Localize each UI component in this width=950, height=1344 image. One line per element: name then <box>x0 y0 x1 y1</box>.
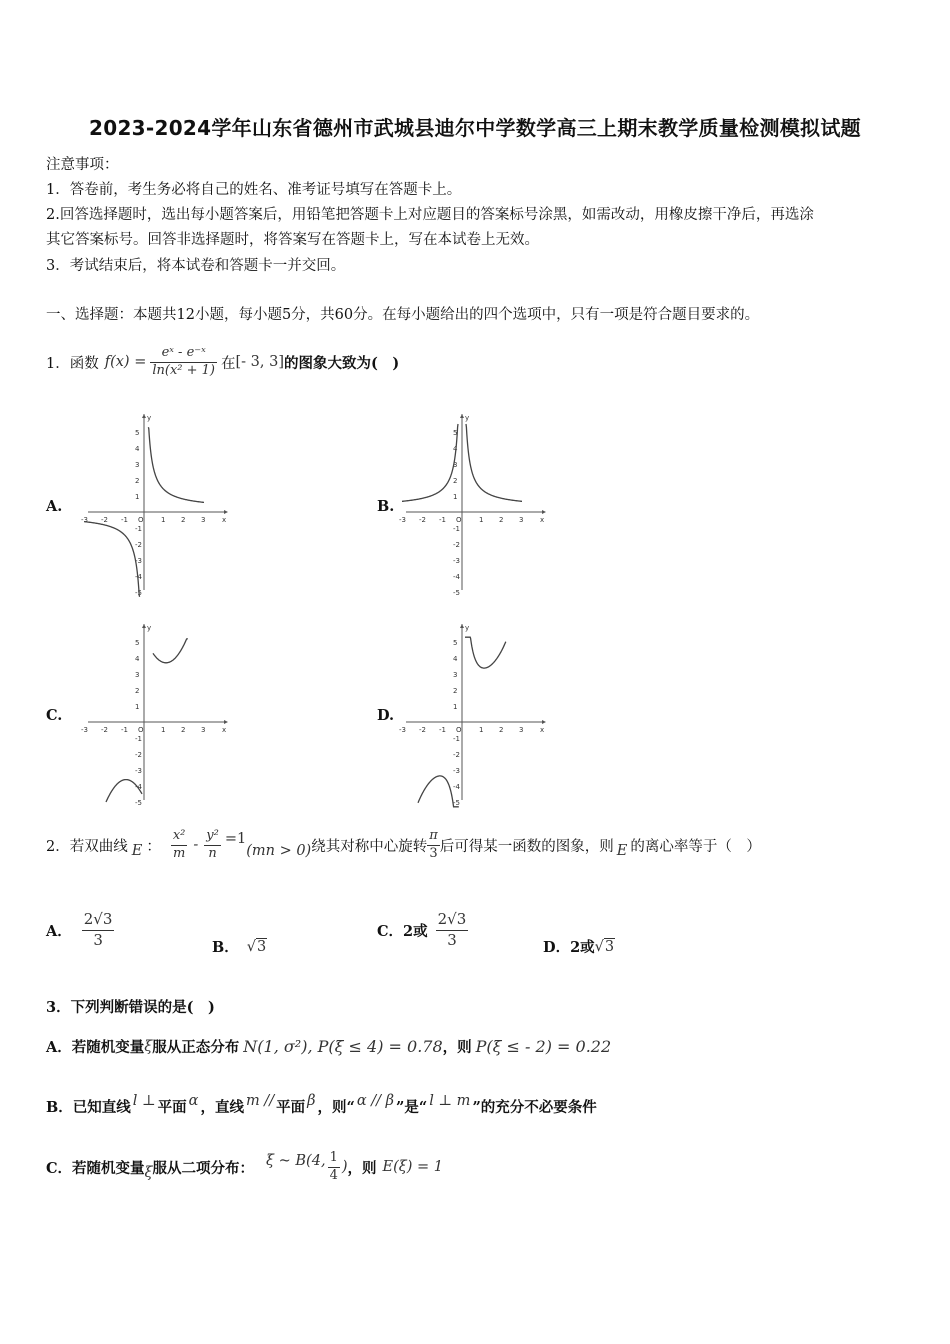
y-tick-label: 1 <box>135 703 140 711</box>
q3-b-m5: α // β <box>356 1092 394 1109</box>
q2-option-d <box>543 936 615 957</box>
q3-c-text3: ，则 <box>347 1159 377 1177</box>
x-tick-label: 2 <box>181 726 186 734</box>
x-tick-label: 1 <box>479 726 484 734</box>
y-tick-label: 4 <box>453 445 458 453</box>
q2-pi-fraction <box>427 828 440 863</box>
q3-option-a <box>46 1036 611 1057</box>
q3-b-text7: ”的充分不必要条件 <box>472 1099 597 1116</box>
q2-e: E <box>131 843 143 860</box>
y-tick-label: -5 <box>135 799 142 807</box>
q2-colon: ： <box>146 838 161 855</box>
q2-fraction-y <box>204 828 221 863</box>
q2-f1-den: m <box>172 845 186 861</box>
x-tick-label: O <box>456 516 462 524</box>
q1-option-c-label: C. <box>46 707 63 724</box>
x-tick-label: -3 <box>81 516 88 524</box>
x-arrow <box>542 720 546 724</box>
y-tick-label: -2 <box>135 751 142 759</box>
q3-a-text1: 若随机变量 <box>71 1039 145 1056</box>
y-tick-label: -1 <box>135 525 142 533</box>
curve-left <box>84 522 140 597</box>
y-arrow <box>142 624 146 628</box>
q1-fx: f(x) = <box>104 354 147 371</box>
x-tick-label: -1 <box>121 726 128 734</box>
q3-a-text3: ，则 <box>442 1039 472 1056</box>
x-axis-label: x <box>222 726 227 734</box>
graph-c <box>81 622 234 807</box>
q3-b-text4: 平面 <box>276 1099 306 1116</box>
x-tick-label: -2 <box>419 516 426 524</box>
x-tick-label: O <box>138 726 144 734</box>
q3-b-m3: m // <box>245 1092 275 1109</box>
q1-numerator: eˣ - e⁻ˣ <box>150 345 217 363</box>
q3-b-m4: β <box>307 1092 316 1109</box>
x-tick-label: -2 <box>101 726 108 734</box>
x-axis-label: x <box>540 516 545 524</box>
y-tick-label: -4 <box>453 783 460 791</box>
q3-b-label: B． <box>46 1099 73 1116</box>
x-tick-label: 1 <box>161 726 166 734</box>
y-tick-label: 2 <box>453 477 458 485</box>
x-tick-label: -3 <box>399 726 406 734</box>
q3-c-m2: E(ξ) = 1 <box>382 1159 443 1176</box>
x-axis-label: x <box>540 726 545 734</box>
q2-option-a-value <box>82 910 115 950</box>
curve-right <box>148 427 204 502</box>
q2-pi-den: 3 <box>429 845 438 861</box>
x-tick-label: 3 <box>201 516 206 524</box>
q1-denominator: ln(x² + 1) <box>152 362 216 378</box>
q2-c-num: 2√3 <box>436 910 469 931</box>
y-arrow <box>142 414 146 418</box>
q3-b-text2: 平面 <box>157 1099 187 1116</box>
y-arrow <box>460 414 464 418</box>
q3-option-b <box>46 1092 597 1117</box>
q2-option-d-label: D． <box>543 939 571 956</box>
q3-c-label: C． <box>46 1159 73 1177</box>
y-arrow <box>460 624 464 628</box>
q2-option-a-label: A． <box>46 922 72 940</box>
y-tick-label: -5 <box>135 589 142 597</box>
x-arrow <box>542 510 546 514</box>
q2-a-den: 3 <box>93 930 103 949</box>
x-tick-label: O <box>138 516 144 524</box>
q3-a-xi: ξ <box>144 1038 153 1055</box>
q1-option-d-label: D. <box>377 707 395 724</box>
x-tick-label: -2 <box>101 516 108 524</box>
q2-pi-num: π <box>427 828 440 846</box>
y-tick-label: -1 <box>135 735 142 743</box>
q3-c-fden: 4 <box>329 1167 338 1183</box>
y-tick-label: -3 <box>453 767 460 775</box>
y-tick-label: 3 <box>453 671 458 679</box>
q1-prefix: 1．函数 <box>46 355 99 372</box>
q2-c-den: 3 <box>447 930 457 949</box>
q2-option-c <box>377 910 468 950</box>
q3-c-xi: ξ <box>144 1165 153 1182</box>
q3-option-c <box>46 1150 443 1185</box>
x-tick-label: 1 <box>161 516 166 524</box>
y-tick-label: -3 <box>453 557 460 565</box>
curve-left <box>402 424 458 501</box>
x-tick-label: 3 <box>201 726 206 734</box>
y-tick-label: 3 <box>135 461 140 469</box>
x-arrow <box>224 720 228 724</box>
graph-b <box>399 412 552 597</box>
y-tick-label: -1 <box>453 525 460 533</box>
curve-right <box>466 424 522 501</box>
y-tick-label: 2 <box>135 477 140 485</box>
x-tick-label: -1 <box>439 516 446 524</box>
q2-option-c-label: C． <box>377 922 404 940</box>
y-tick-label: -5 <box>453 799 460 807</box>
notice-item-3: 3．考试结束后，将本试卷和答题卡一并交回。 <box>46 258 346 274</box>
q2-fraction-x <box>171 828 188 863</box>
q3-b-m2: α <box>188 1092 199 1109</box>
q1-option-b-label: B. <box>377 498 395 515</box>
y-tick-label: 1 <box>453 703 458 711</box>
q2-option-b-value: √3 <box>246 938 267 955</box>
page-title: 2023-2024学年山东省德州市武城县迪尔中学数学高三上期末教学质量检测模拟试题 <box>89 116 861 140</box>
y-tick-label: -4 <box>135 573 142 581</box>
q2-f1-num: x² <box>171 828 188 846</box>
question-2 <box>46 828 761 863</box>
y-tick-label: -3 <box>135 557 142 565</box>
notice-heading: 注意事项： <box>46 157 119 173</box>
y-tick-label: 5 <box>135 429 140 437</box>
x-tick-label: O <box>456 726 462 734</box>
y-axis-label: y <box>147 624 152 632</box>
q1-interval: [- 3, 3] <box>235 354 285 371</box>
x-tick-label: 2 <box>499 516 504 524</box>
y-tick-label: -4 <box>135 783 142 791</box>
q3-b-m6: l ⊥ m <box>429 1092 471 1109</box>
q3-c-text2: 服从二项分布： <box>152 1159 255 1177</box>
q3-a-math: N(1, σ²), P(ξ ≤ 4) = 0.78 <box>243 1037 443 1056</box>
y-tick-label: -1 <box>453 735 460 743</box>
q2-suffix: 的离心率等于（ ） <box>630 838 761 855</box>
q2-option-b <box>212 936 267 957</box>
q2-option-d-value: √3 <box>594 938 615 955</box>
x-tick-label: -3 <box>81 726 88 734</box>
y-tick-label: 4 <box>453 655 458 663</box>
q2-option-a <box>46 910 114 950</box>
x-tick-label: -1 <box>439 726 446 734</box>
y-axis-label: y <box>147 414 152 422</box>
y-tick-label: 3 <box>135 671 140 679</box>
q2-e-2: E <box>616 843 628 860</box>
y-tick-label: -3 <box>135 767 142 775</box>
q2-d-rad: 3 <box>604 938 615 955</box>
y-tick-label: 2 <box>453 687 458 695</box>
q2-mid: 绕其对称中心旋转 <box>311 838 428 855</box>
q3-c-text1: 若随机变量 <box>72 1159 145 1177</box>
x-tick-label: -1 <box>121 516 128 524</box>
x-tick-label: 1 <box>479 516 484 524</box>
notice-item-2a: 2.回答选择题时，选出每小题答案后，用铅笔把答题卡上对应题目的答案标号涂黑，如需改动，用橡皮擦干净后，再选涂 <box>46 207 814 223</box>
graph-d <box>399 622 552 807</box>
q2-mid2: 后可得某一函数的图象，则 <box>439 838 614 855</box>
q3-c-m1-end: ) <box>341 1159 348 1176</box>
q3-c-fraction <box>328 1150 340 1185</box>
curve-left <box>418 776 459 807</box>
notice-item-1: 1．答卷前，考生务必将自己的姓名、准考证号填写在答题卡上。 <box>46 182 462 198</box>
x-tick-label: 3 <box>519 516 524 524</box>
y-tick-label: 3 <box>453 461 458 469</box>
q2-c-text: 2或 <box>403 922 428 940</box>
y-tick-label: 4 <box>135 445 140 453</box>
y-tick-label: 1 <box>135 493 140 501</box>
x-tick-label: 2 <box>181 516 186 524</box>
q2-d-text: 2或 <box>570 939 595 956</box>
q1-suffix: 的图象大致为( ) <box>284 354 400 372</box>
q3-a-text2: 服从正态分布 <box>152 1039 240 1056</box>
q3-b-text6: ”是“ <box>396 1099 428 1116</box>
question-3: 3．下列判断错误的是( ) <box>46 999 215 1016</box>
q2-f2-num: y² <box>204 828 221 846</box>
x-tick-label: 2 <box>499 726 504 734</box>
x-tick-label: -3 <box>399 516 406 524</box>
q2-a-num: 2√3 <box>82 910 115 931</box>
graph-a <box>81 412 234 597</box>
y-tick-label: 5 <box>453 429 458 437</box>
q3-b-text1: 已知直线 <box>72 1099 131 1116</box>
x-axis-label: x <box>222 516 227 524</box>
y-tick-label: 5 <box>135 639 140 647</box>
q2-prefix: 2．若双曲线 <box>46 838 128 855</box>
y-tick-label: -2 <box>453 541 460 549</box>
curve-right <box>465 637 506 668</box>
notice-item-2b: 其它答案标号。回答非选择题时，将答案写在答题卡上，写在本试卷上无效。 <box>46 232 539 248</box>
x-tick-label: -2 <box>419 726 426 734</box>
q2-eq: =1 <box>224 831 247 848</box>
y-tick-label: 2 <box>135 687 140 695</box>
q1-option-a-label: A. <box>46 498 63 515</box>
q3-c-m1: ξ ~ B(4, <box>266 1153 326 1170</box>
q3-c-fnum: 1 <box>328 1150 340 1168</box>
curve-right <box>153 639 188 663</box>
y-axis-label: y <box>465 414 470 422</box>
y-tick-label: -5 <box>453 589 460 597</box>
x-tick-label: 3 <box>519 726 524 734</box>
q2-cond: (mn > 0) <box>246 843 312 860</box>
y-tick-label: 4 <box>135 655 140 663</box>
q3-a-label: A． <box>46 1039 72 1056</box>
q2-f2-den: n <box>208 845 217 861</box>
x-arrow <box>224 510 228 514</box>
question-1 <box>46 345 399 380</box>
y-tick-label: 1 <box>453 493 458 501</box>
q2-minus: - <box>193 837 199 854</box>
y-tick-label: -2 <box>135 541 142 549</box>
q2-option-b-label: B． <box>212 939 239 956</box>
y-axis-label: y <box>465 624 470 632</box>
q1-mid: 在 <box>221 355 236 372</box>
y-tick-label: 5 <box>453 639 458 647</box>
q3-b-m1: l ⊥ <box>132 1092 156 1109</box>
y-tick-label: -4 <box>453 573 460 581</box>
q2-b-rad: 3 <box>257 938 267 955</box>
q3-a-math2: P(ξ ≤ - 2) = 0.22 <box>475 1037 612 1056</box>
q1-fraction <box>150 345 217 380</box>
q3-b-text3: ，直线 <box>200 1099 244 1116</box>
y-tick-label: -2 <box>453 751 460 759</box>
section-1-heading: 一、选择题：本题共12小题，每小题5分，共60分。在每小题给出的四个选项中，只有一项是符合题目要求的。 <box>46 307 760 323</box>
q3-b-text5: ，则“ <box>317 1099 355 1116</box>
q2-option-c-value <box>436 910 469 950</box>
